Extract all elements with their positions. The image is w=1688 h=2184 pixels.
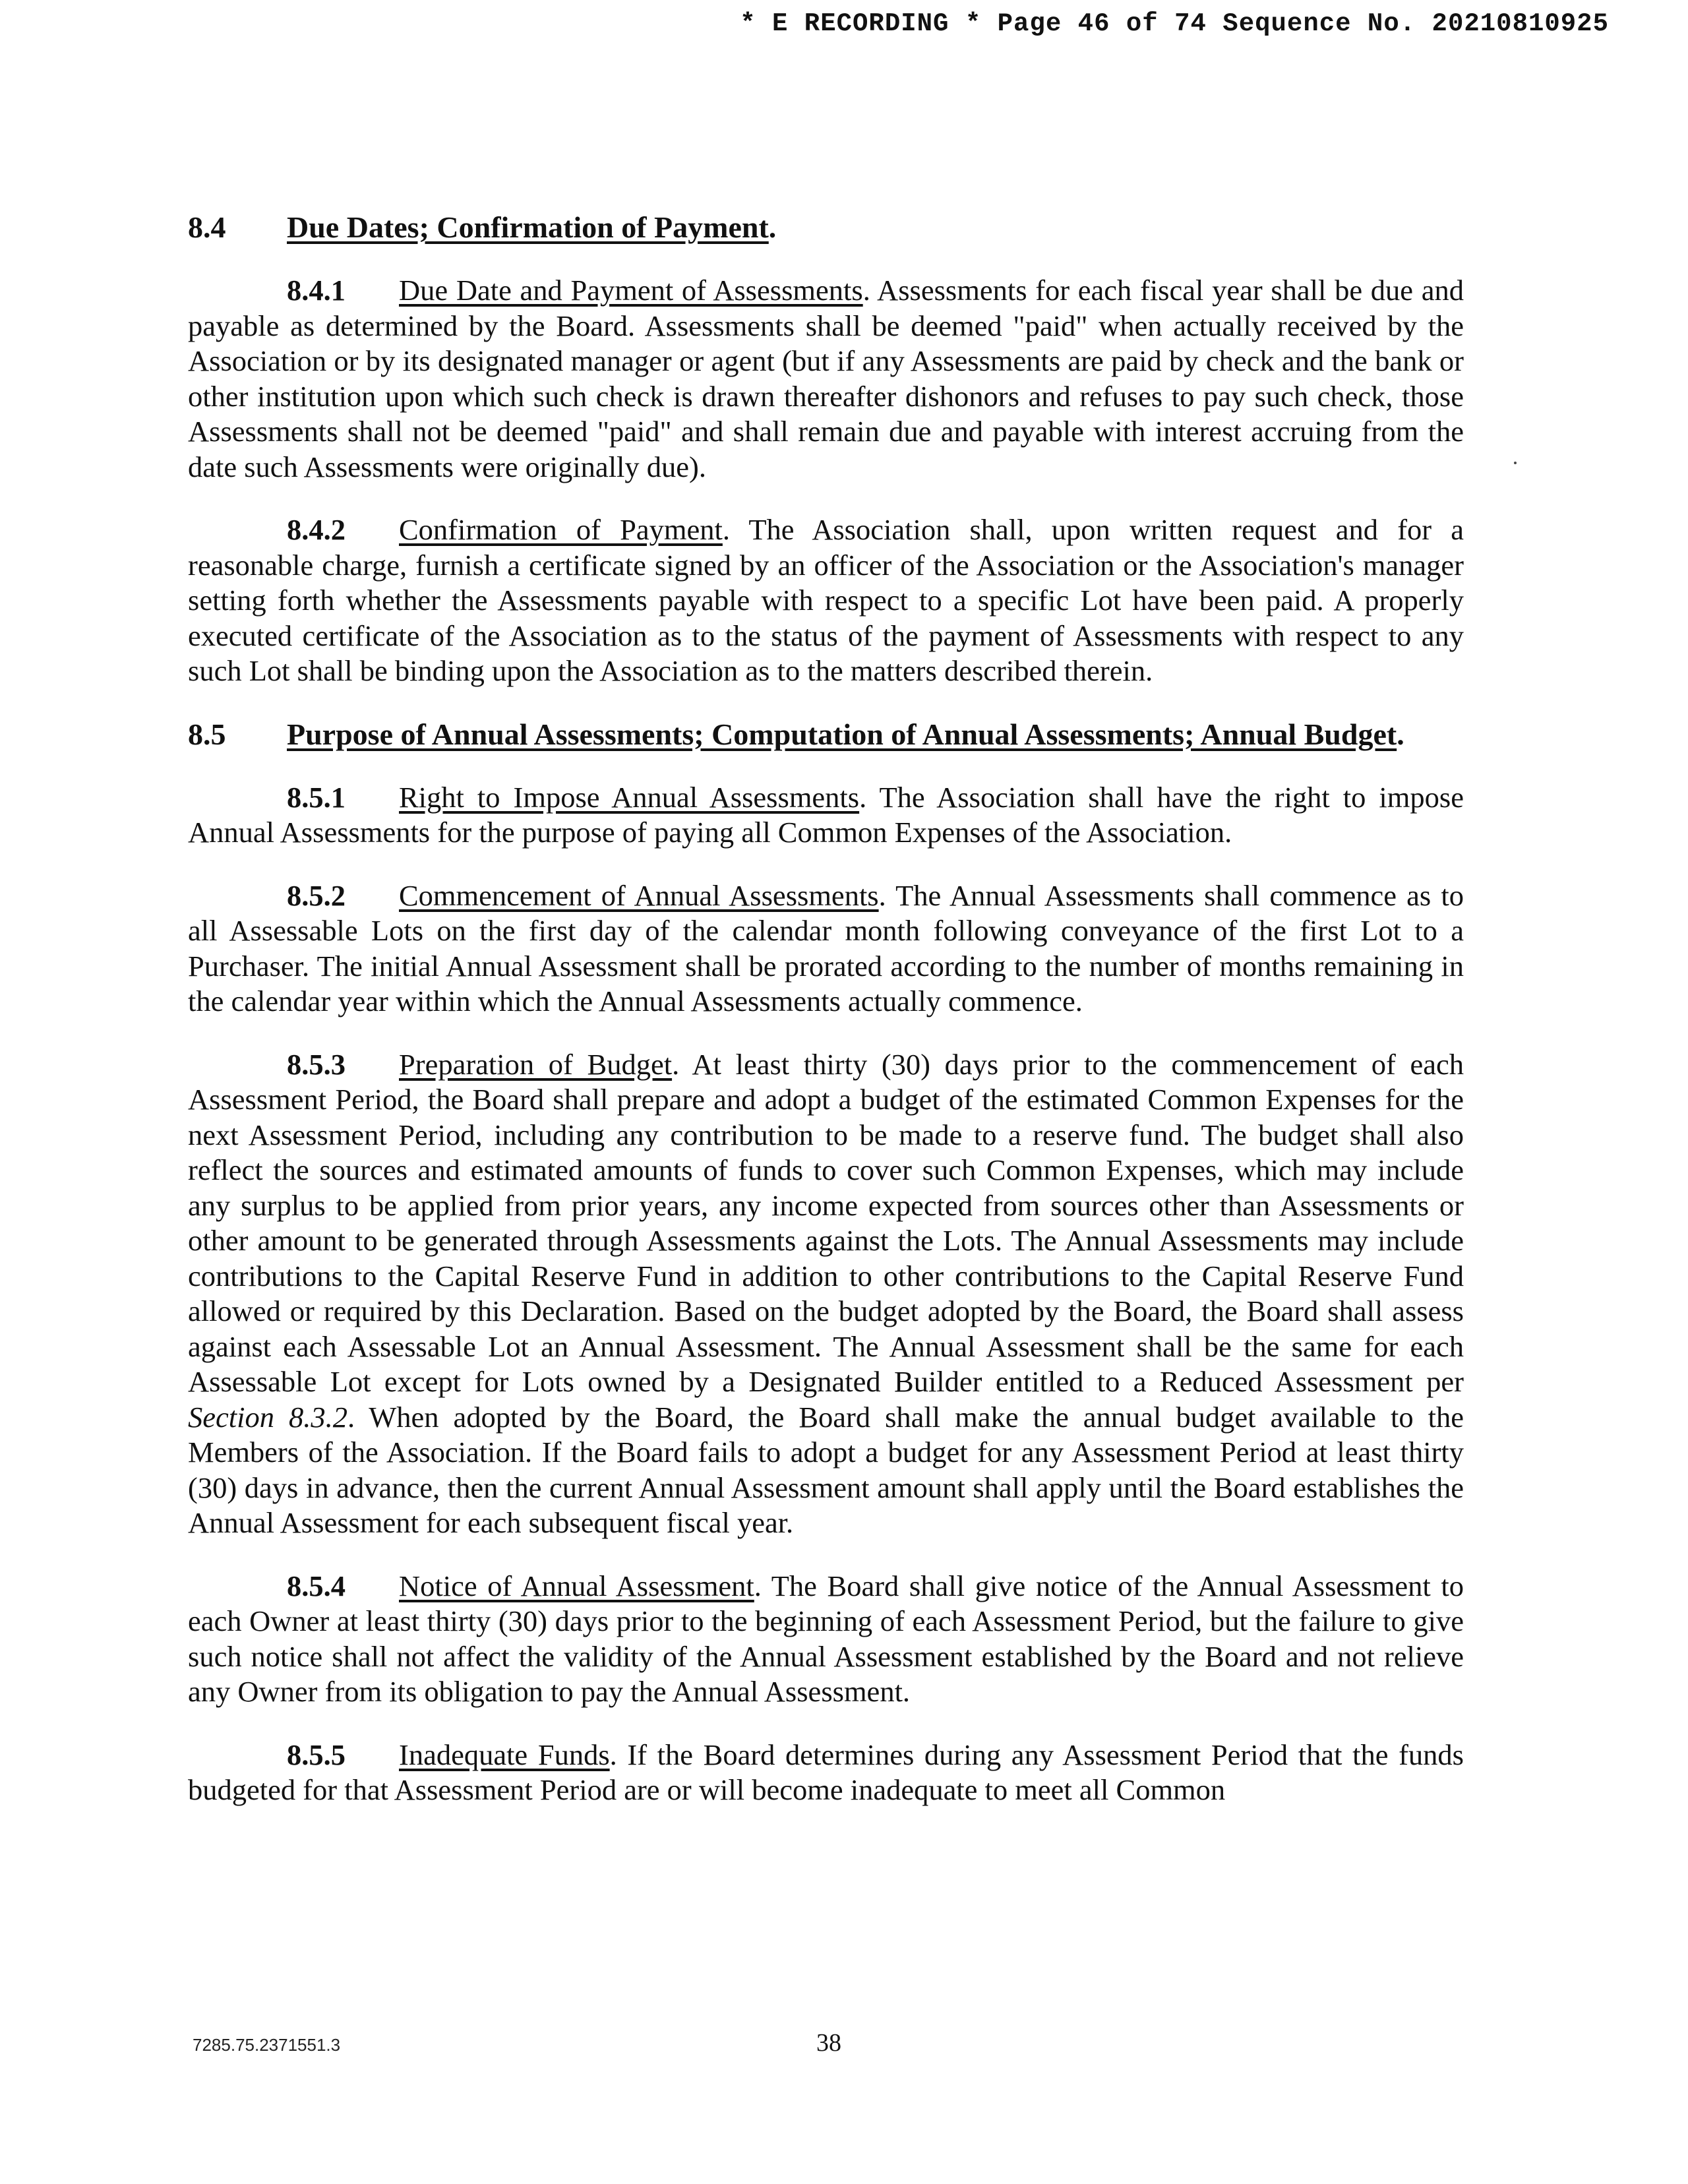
section-title: Due Dates; Confirmation of Payment xyxy=(287,210,769,244)
page-number: 38 xyxy=(816,2029,841,2057)
paragraph-8-4-1: 8.4.1 Due Date and Payment of Assessments. Assessments for each fiscal year shall be due and payable as determined by the Board. Assessments shall be deemed "paid" when actually received by the Association or by its designated manager or agent (but if any Assessments are paid by check and the bank or other institution upon which such check is drawn thereafter dishonors and refuses to pay such check, those Assessments shall not be deemed "paid" and shall remain due and payable with interest accruing from the date such Assessments were originally due). xyxy=(188,274,1464,483)
paragraph-number: 8.5.1 xyxy=(287,780,346,814)
document-body xyxy=(188,210,1464,1808)
paragraph-number: 8.5.4 xyxy=(287,1569,346,1602)
paragraph-number: 8.4.2 xyxy=(287,513,346,546)
paragraph-number: 8.5.2 xyxy=(287,878,346,912)
document-id: 7285.75.2371551.3 xyxy=(193,2035,341,2055)
scan-speck xyxy=(1514,462,1517,464)
paragraph-title: Notice of Annual Assessment xyxy=(399,1569,754,1602)
paragraph-title: Inadequate Funds xyxy=(399,1738,610,1771)
paragraph-text: The Association shall have the right to impose Annual Assessments for the purpose of paying all Common Expenses of the Association. xyxy=(188,780,1464,849)
recording-stamp: * E RECORDING * Page 46 of 74 Sequence No. 20210810925 xyxy=(740,9,1609,38)
section-number: 8.5 xyxy=(188,717,226,751)
paragraph-8-5-5: 8.5.5 Inadequate Funds. If the Board determines during any Assessment Period that the funds budgeted for that Assessment Period are or will become inadequate to meet all Common xyxy=(188,1738,1464,1806)
paragraph-8-5-3: 8.5.3 Preparation of Budget. At least thirty (30) days prior to the commencement of each Assessment Period, the Board shall prepare and adopt a budget of the estimated Common Expenses for the next Assessment Period, including any contribution to be made to a reserve fund. The budget shall also reflect the sources and estimated amounts of funds to cover such Common Expenses, which may include any surplus to be applied from prior years, any income expected from sources other than Assessments or other amount to be generated through Assessments against the Lots. The Annual Assessments may include contributions to the Capital Reserve Fund in addition to other contributions to the Capital Reserve Fund allowed or required by this Declaration. Based on the budget adopted by the Board, the Board shall assess against each Assessable Lot an Annual Assessment. The Annual Assessment shall be the same for each Assessable Lot except for Lots owned by a Designated Builder entitled to a Reduced Assessment per Section 8.3.2. When adopted by the Board, the Board shall make the annual budget available to the Members of the Association. If the Board fails to adopt a budget for any Assessment Period at least thirty (30) days in advance, then the current Annual Assessment amount shall apply until the Board establishes the Annual Assessment for each subsequent fiscal year. xyxy=(188,1047,1464,1539)
paragraph-title: Commencement of Annual Assessments xyxy=(399,878,879,912)
paragraph-title: Right to Impose Annual Assessments xyxy=(399,780,860,814)
paragraph-text: Assessments for each fiscal year shall be due and payable as determined by the Board. Assessments shall be deemed "paid" when actually received by the Association or by its designated manager or agent (but if any Assessments are paid by check and the bank or other institution upon which such check is drawn thereafter dishonors and refuses to pay such check, those Assessments shall not be deemed "paid" and shall remain due and payable with interest accruing from the date such Assessments were originally due). xyxy=(188,274,1464,483)
paragraph-8-5-2: 8.5.2 Commencement of Annual Assessments. The Annual Assessments shall commence as to all Assessable Lots on the first day of the calendar month following conveyance of the first Lot to a Purchaser. The initial Annual Assessment shall be prorated according to the number of months remaining in the calendar year within which the Annual Assessments actually commence. xyxy=(188,878,1464,1017)
section-heading-8-4: 8.4 Due Dates; Confirmation of Payment. xyxy=(188,210,777,244)
paragraph-8-4-2: 8.4.2 Confirmation of Payment. The Association shall, upon written request and for a reasonable charge, furnish a certificate signed by an officer of the Association or the Association's manager setting forth whether the Assessments payable with respect to a specific Lot have been paid. A properly executed certificate of the Association as to the status of the payment of Assessments with respect to any such Lot shall be binding upon the Association as to the matters described therein. xyxy=(188,513,1464,687)
paragraph-title: Confirmation of Payment xyxy=(399,513,723,546)
section-title: Purpose of Annual Assessments; Computation of Annual Assessments; Annual Budget xyxy=(287,717,1397,751)
paragraph-text: At least thirty (30) days prior to the commencement of each Assessment Period, the Board shall prepare and adopt a budget of the estimated Common Expenses for the next Assessment Period, including any contribution to be made to a reserve fund. The budget shall also reflect the sources and estimated amounts of funds to cover such Common Expenses, which may include any surplus to be applied from prior years, any income expected from sources other than Assessments or other amount to be generated through Assessments against the Lots. The Annual Assessments may include contributions to the Capital Reserve Fund in addition to other contributions to the Capital Reserve Fund allowed or required by this Declaration. Based on the budget adopted by the Board, the Board shall assess against each Assessable Lot an Annual Assessment. The Annual Assessment shall be the same for each Assessable Lot except for Lots owned by a Designated Builder entitled to a Reduced Assessment per xyxy=(188,1047,1464,1398)
paragraph-number: 8.4.1 xyxy=(287,274,346,307)
paragraph-number: 8.5.5 xyxy=(287,1738,346,1771)
section-number: 8.4 xyxy=(188,210,226,244)
paragraph-number: 8.5.3 xyxy=(287,1047,346,1081)
paragraph-8-5-4: 8.5.4 Notice of Annual Assessment. The Board shall give notice of the Annual Assessment to each Owner at least thirty (30) days prior to the beginning of each Assessment Period, but the failure to give such notice shall not affect the validity of the Annual Assessment established by the Board and not relieve any Owner from its obligation to pay the Annual Assessment. xyxy=(188,1569,1464,1708)
paragraph-text-continued: . When adopted by the Board, the Board shall make the annual budget available to the Members of the Association. If the Board fails to adopt a budget for any Assessment Period at least thirty (30) days in advance, then the current Annual Assessment amount shall apply until the Board establishes the Annual Assessment for each subsequent fiscal year. xyxy=(188,1400,1464,1539)
section-heading-8-5: 8.5 Purpose of Annual Assessments; Computation of Annual Assessments; Annual Budget. xyxy=(188,717,1404,751)
paragraph-text: The Annual Assessments shall commence as to all Assessable Lots on the first day of the calendar month following conveyance of the first Lot to a Purchaser. The initial Annual Assessment shall be prorated according to the number of months remaining in the calendar year within which the Annual Assessments actually commence. xyxy=(188,878,1464,1017)
section-reference: Section 8.3.2 xyxy=(188,1400,347,1434)
paragraph-title: Preparation of Budget xyxy=(399,1047,673,1081)
paragraph-8-5-1: 8.5.1 Right to Impose Annual Assessments. The Association shall have the right to impose Annual Assessments for the purpose of paying all Common Expenses of the Association. xyxy=(188,780,1464,849)
paragraph-title: Due Date and Payment of Assessments xyxy=(399,274,863,307)
paragraph-text: The Board shall give notice of the Annual Assessment to each Owner at least thirty (30) days prior to the beginning of each Assessment Period, but the failure to give such notice shall not affect the validity of the Annual Assessment established by the Board and not relieve any Owner from its obligation to pay the Annual Assessment. xyxy=(188,1569,1464,1708)
paragraph-text: The Association shall, upon written request and for a reasonable charge, furnish a certificate signed by an officer of the Association or the Association's manager setting forth whether the Assessments payable with respect to a specific Lot have been paid. A properly executed certificate of the Association as to the status of the payment of Assessments with respect to any such Lot shall be binding upon the Association as to the matters described therein. xyxy=(188,513,1464,687)
paragraph-text: If the Board determines during any Assessment Period that the funds budgeted for that Assessment Period are or will become inadequate to meet all Common xyxy=(188,1738,1464,1806)
